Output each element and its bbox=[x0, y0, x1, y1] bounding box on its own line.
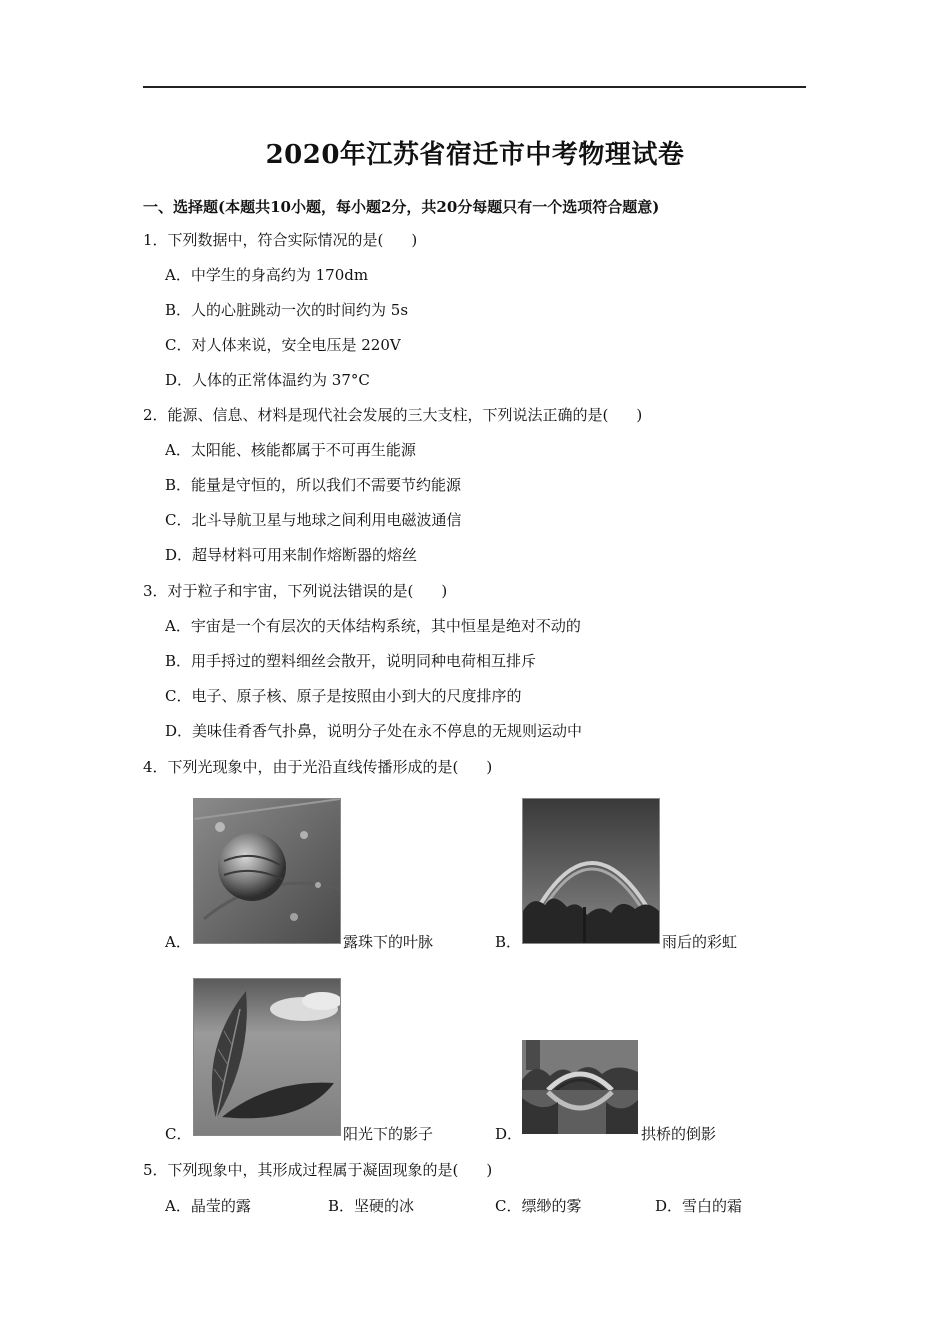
q5-option-a: A．晶莹的露 bbox=[165, 1197, 251, 1215]
question-close-paren: ) bbox=[486, 758, 493, 776]
question-stem: 下列现象中，其形成过程属于凝固现象的是( bbox=[167, 1161, 459, 1179]
question-stem: 下列光现象中，由于光沿直线传播形成的是( bbox=[167, 758, 459, 776]
q5-option-d: D．雪白的霜 bbox=[655, 1197, 743, 1215]
q3-option-a: A．宇宙是一个有层次的天体结构系统，其中恒星是绝对不动的 bbox=[165, 617, 581, 635]
rainbow-photo bbox=[522, 798, 660, 944]
question-number: 5． bbox=[143, 1161, 168, 1179]
question-number: 3． bbox=[143, 582, 168, 600]
question-close-paren: ) bbox=[441, 582, 448, 600]
question-stem: 对于粒子和宇宙，下列说法错误的是( bbox=[167, 582, 414, 600]
q2-option-a: A．太阳能、核能都属于不可再生能源 bbox=[165, 441, 416, 459]
q2-option-b: B．能量是守恒的，所以我们不需要节约能源 bbox=[165, 476, 462, 494]
question-2 bbox=[143, 405, 642, 425]
rainbow-image bbox=[523, 799, 659, 943]
question-stem: 下列数据中，符合实际情况的是( bbox=[167, 231, 384, 249]
bridge-reflection-image bbox=[522, 1040, 638, 1134]
page-title: 2020年江苏省宿迁市中考物理试卷 bbox=[265, 140, 685, 170]
q1-option-d: D．人体的正常体温约为 37°C bbox=[165, 371, 370, 389]
question-close-paren: ) bbox=[411, 231, 418, 249]
question-5 bbox=[143, 1160, 492, 1180]
dew-drop-image bbox=[194, 799, 340, 943]
q3-option-b: B．用手捋过的塑料细丝会散开，说明同种电荷相互排斥 bbox=[165, 652, 537, 670]
q4-option-c-caption: 阳光下的影子 bbox=[343, 1125, 434, 1143]
q4-option-d-letter: D． bbox=[495, 1125, 523, 1143]
question-stem: 能源、信息、材料是现代社会发展的三大支柱，下列说法正确的是( bbox=[167, 406, 609, 424]
q1-option-a: A．中学生的身高约为 170dm bbox=[165, 266, 369, 284]
section-heading: 一、选择题(本题共10小题，每小题2分，共20分每题只有一个选项符合题意) bbox=[143, 198, 660, 216]
question-number: 2． bbox=[143, 406, 168, 424]
dew-drop-photo bbox=[193, 798, 341, 944]
q4-option-d-caption: 拱桥的倒影 bbox=[641, 1125, 717, 1143]
q4-option-c-letter: C． bbox=[165, 1125, 192, 1143]
leaf-shadow-image bbox=[194, 979, 340, 1135]
leaf-shadow-photo bbox=[193, 978, 341, 1136]
question-close-paren: ) bbox=[486, 1161, 493, 1179]
question-4 bbox=[143, 757, 492, 777]
question-1 bbox=[143, 230, 417, 250]
q4-option-b-caption: 雨后的彩虹 bbox=[662, 933, 738, 951]
q1-option-c: C．对人体来说，安全电压是 220V bbox=[165, 336, 401, 354]
q1-option-b: B．人的心脏跳动一次的时间约为 5s bbox=[165, 301, 409, 319]
q4-option-a-letter: A． bbox=[165, 933, 191, 951]
bridge-reflection-photo bbox=[522, 1040, 638, 1134]
q4-option-b-letter: B． bbox=[495, 933, 522, 951]
question-number: 1． bbox=[143, 231, 168, 249]
header-rule bbox=[143, 86, 806, 88]
q3-option-c: C．电子、原子核、原子是按照由小到大的尺度排序的 bbox=[165, 687, 522, 705]
q5-option-b: B．坚硬的冰 bbox=[328, 1197, 415, 1215]
q2-option-d: D．超导材料可用来制作熔断器的熔丝 bbox=[165, 546, 418, 564]
question-close-paren: ) bbox=[636, 406, 643, 424]
q2-option-c: C．北斗导航卫星与地球之间利用电磁波通信 bbox=[165, 511, 462, 529]
q3-option-d: D．美味佳肴香气扑鼻，说明分子处在永不停息的无规则运动中 bbox=[165, 722, 583, 740]
question-3 bbox=[143, 581, 447, 601]
q4-option-a-caption: 露珠下的叶脉 bbox=[343, 933, 434, 951]
q5-option-c: C．缥缈的雾 bbox=[495, 1197, 582, 1215]
question-number: 4． bbox=[143, 758, 168, 776]
